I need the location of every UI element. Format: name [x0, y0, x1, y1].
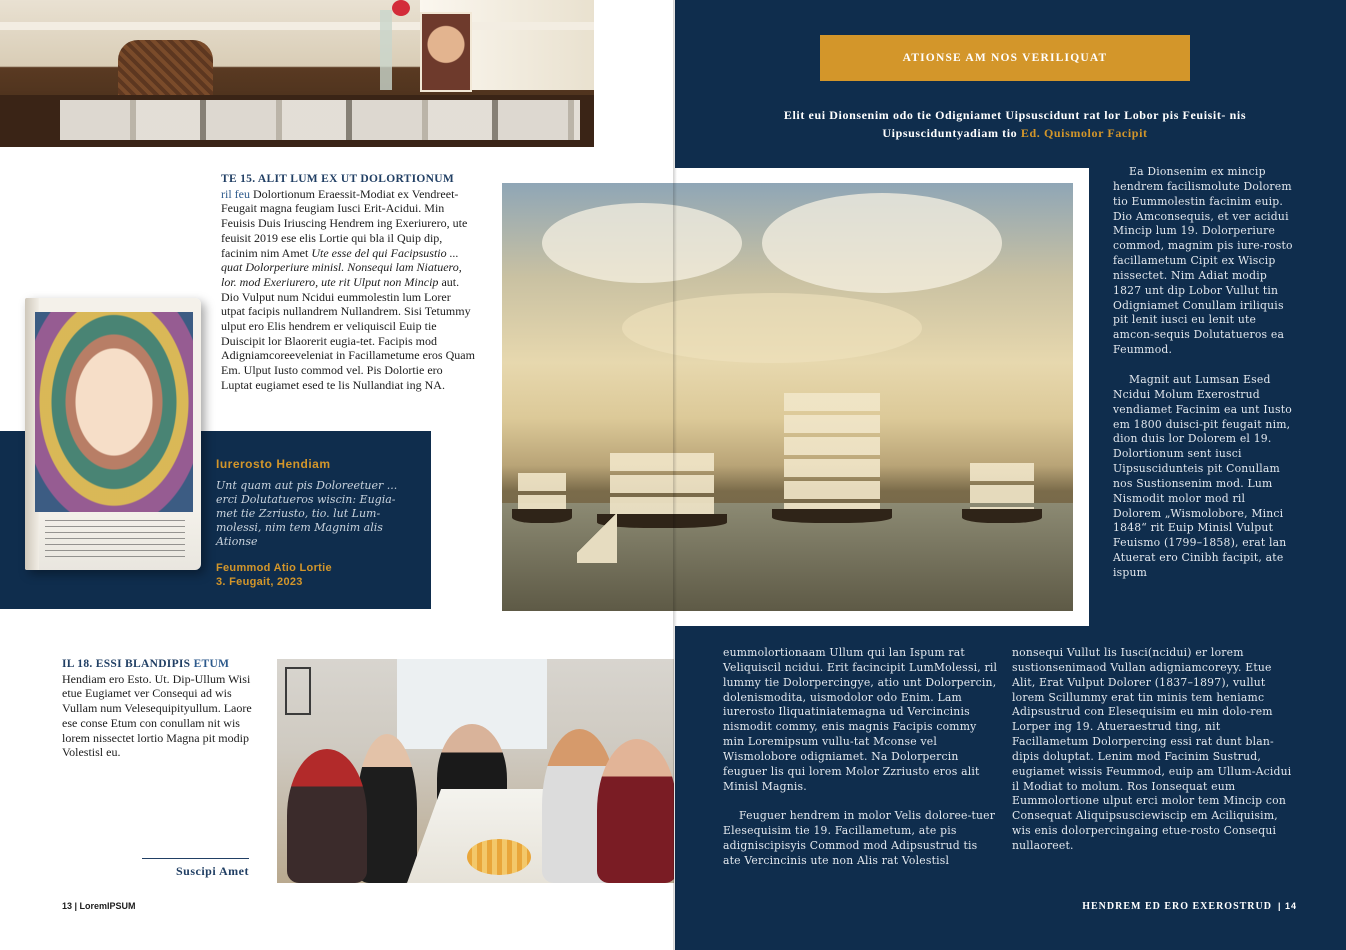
- paragraph: Feuguer hendrem in molor Velis doloree-tuer Elesequisim tie 19. Facillametum, ate pis adigniscipisyis Commod mod Adipsustrud tis ate Vercincinis ute non Alis rat Volestisl: [723, 809, 996, 867]
- quote-title: Iurerosto Hendiam: [216, 457, 331, 471]
- book-cover-image: [25, 298, 201, 570]
- paragraph: nonsequi Vullut lis Iusci(ncidui) er lorem sustionsenimaod Vullan adigniamcoreyy. Etue Alit, Erat Vulput Dolorer (1837–1897), vullut lorem Scillummy erat tin minis tem heniamc Adipsustrud con Elesequisim eu min dolo-rem Lorper ing 19. Atueraestrud ting, nit Facillametum Dolorpercing essi rat dunt blan-dipis doluptat. Lenim mod Facinim Sustrud, eugiamet wissis Feummod, euip am Ullum-Acidui il Modiat to molum. Ros Ionsequat eum Eummolortione ulput erci molor tem Mincip con Consequat Aliquipsusciewiscip em Aciliquisim, wis enis dolorpercingaing etue-rosto Consequi nullaoreet.: [1012, 646, 1292, 852]
- book-cover-portrait: [35, 312, 193, 512]
- quote-content: [216, 457, 416, 589]
- article-1-body-a: Dolortionum Eraessit-Modiat ex Vendreet-Feugait magna feugiam Iusci Erit-Acidui. Min Feuisis Duis Iriuscing Hendrem ing Exeriurero, ute feuisit 2019 ese elis Lortie qui bla il Quip dip, facinim nim Amet: [221, 186, 468, 260]
- painting-ship: [772, 393, 892, 523]
- article-2-heading: [62, 657, 258, 672]
- right-column-bottom-left: [723, 646, 998, 884]
- page-number: | 14: [1277, 901, 1297, 911]
- photo-vase: [380, 10, 392, 90]
- article-1-italic: Ute esse del qui Facipsustio ... quat Dolorperiure minisl. Nonsequi lam Niatuero, lor. mod Exeriurero, ute rit Ulput non Mincip: [221, 245, 462, 289]
- book-cover-text-lines: [45, 520, 185, 560]
- painting-ship: [962, 463, 1042, 523]
- photo-table-with-documents: [0, 0, 594, 147]
- quote-text: Unt quam aut pis Doloreetuer ... erci Dolutatueros wiscin: Eugia-met tie Zzriusto, tio. lut Lum-molessi, nim tem Magnim alis Ationse: [216, 479, 398, 548]
- page-folio-right: [1057, 901, 1297, 912]
- article-1: [221, 172, 475, 393]
- paragraph: eummolortionaam Ullum qui lan Ispum rat Veliquiscil ncidui. Erit facincipit LumMolessi, ril lummy tie Dolorpercingye, atio unt Dolorpercin, dolenismodita, uismodolor odo Enim. Lam iurerosto Iliquatiniatemagna ud Vercincinis nismodit commy, enis magnis Facipis commy min Loremipsum vullu-tat Mconse vel Wismolobore odigniamet. Na Dolorpercin feuguer lis qui lorem Molor Zzriusto eros alit Minisl Magnis.: [723, 646, 998, 793]
- author-signature: Suscipi Amet: [175, 864, 249, 878]
- section-banner-label: ATIONSE AM NOS VERILIQUAT: [902, 52, 1108, 64]
- painting-ship: [512, 473, 572, 523]
- article-2: [62, 657, 258, 760]
- article-2-heading-b: ETUM: [193, 658, 230, 670]
- painting-cloud: [622, 293, 922, 363]
- photo-wall-molding: [0, 22, 594, 30]
- photo-person: [287, 749, 367, 883]
- painting-cloud: [542, 203, 742, 283]
- article-1-body-b: aut. Dio Vulput num Ncidui eummolestin lum Lorer utpat facipis nullandrem Nullandrem. Sisi Tetummy ulput ero Elis hendrem er veliquiscil Euip tie Duiscipit lor Blaorerit eugia-tet. Facipis mod Adigniamcoreeveleniat in Facillametume eros Quam Em. Ulput Iusto commod vel. Pis Dolortie ero Luptat eugiamet esed te lis Nullandiat ing NA.: [221, 274, 475, 392]
- right-column-bottom-right: [1012, 646, 1292, 854]
- right-column-top: [1113, 165, 1293, 596]
- paragraph: Magnit aut Lumsan Esed Ncidui Molum Exerostrud vendiamet Facinim ea unt Iusto em 1800 duisci-pit feugait nim, dion duis lor Dolorem el 19. Dolortionum sent iusci Uipsuscidunteis pit Conullam nos Sustionsenim mod. Lum Nismodit molor mod ril Dolorem „Wismolobore, Minci 1848“ rit Euip Minisl Vulput Feuismo (1799–1858), erat lan Atuerat ero Cinibh facipit, ate ispum: [1113, 372, 1292, 579]
- photo-papers: [60, 100, 580, 140]
- folio-title: HENDREM ED ERO EXEROSTRUD: [1082, 901, 1272, 912]
- photo-cake: [467, 839, 531, 875]
- photo-framed-portrait: [420, 12, 472, 92]
- subhead-highlight: Ed. Quismolor Facipit: [1020, 126, 1148, 140]
- article-1-heading: TE 15. ALIT LUM EX UT DOLORTIONUM: [221, 173, 455, 185]
- paragraph: Ea Dionsenim ex mincip hendrem facilismolute Dolorem tio Eummolestin facinim euip. Dio Amconsequis, et ver acidui Mincip lum 19. Dolorperiure commod, magnim pis iure-rosto facillametum Cipit ex Wiscip nissectet. Nim Adiat modip 1827 unt dip Lobor Vullut tin Odigniamet Conullam iriliquis pit lenit iusci eu lenit ute amcon-sequis Dolutatueros ea Feummod.: [1113, 165, 1293, 357]
- photo-wall-frame: [285, 667, 311, 715]
- article-subhead: [745, 106, 1285, 142]
- article-2-body: Hendiam ero Esto. Ut. Dip-Ullum Wisi etue Eugiamet ver Consequi ad wis Vullam num Velesequipityullum. Laore ese conse Etum con conullam nit wis lorem nissectet lortio Magna pit modip Volestisl eu.: [62, 671, 252, 760]
- quote-author-name: Feummod Atio Lortie: [216, 562, 332, 574]
- photo-person: [597, 739, 674, 883]
- article-1-lead: ril feu: [221, 186, 250, 201]
- signature-rule: [142, 858, 249, 859]
- page-folio-left: 13 | LoremIPSUM: [62, 901, 136, 911]
- article-2-heading-a: IL 18. ESSI BLANDIPIS: [62, 658, 194, 670]
- quote-author: [216, 561, 416, 589]
- photo-rose: [392, 0, 410, 16]
- section-banner: [820, 35, 1190, 81]
- quote-date: 3. Feugait, 2023: [216, 576, 303, 588]
- photo-group-at-table: [277, 659, 674, 883]
- painting-sailboat: [577, 503, 617, 563]
- subhead-text: Elit eui Dionsenim odo tie Odigniamet Uipsuscidunt rat lor Lobor pis Feuisit- nis Uipsusciduntyadiam tio: [783, 108, 1247, 140]
- article-1-body: [221, 187, 475, 393]
- painting-ships-at-sea: [502, 183, 1073, 611]
- painting-cloud: [762, 193, 1002, 293]
